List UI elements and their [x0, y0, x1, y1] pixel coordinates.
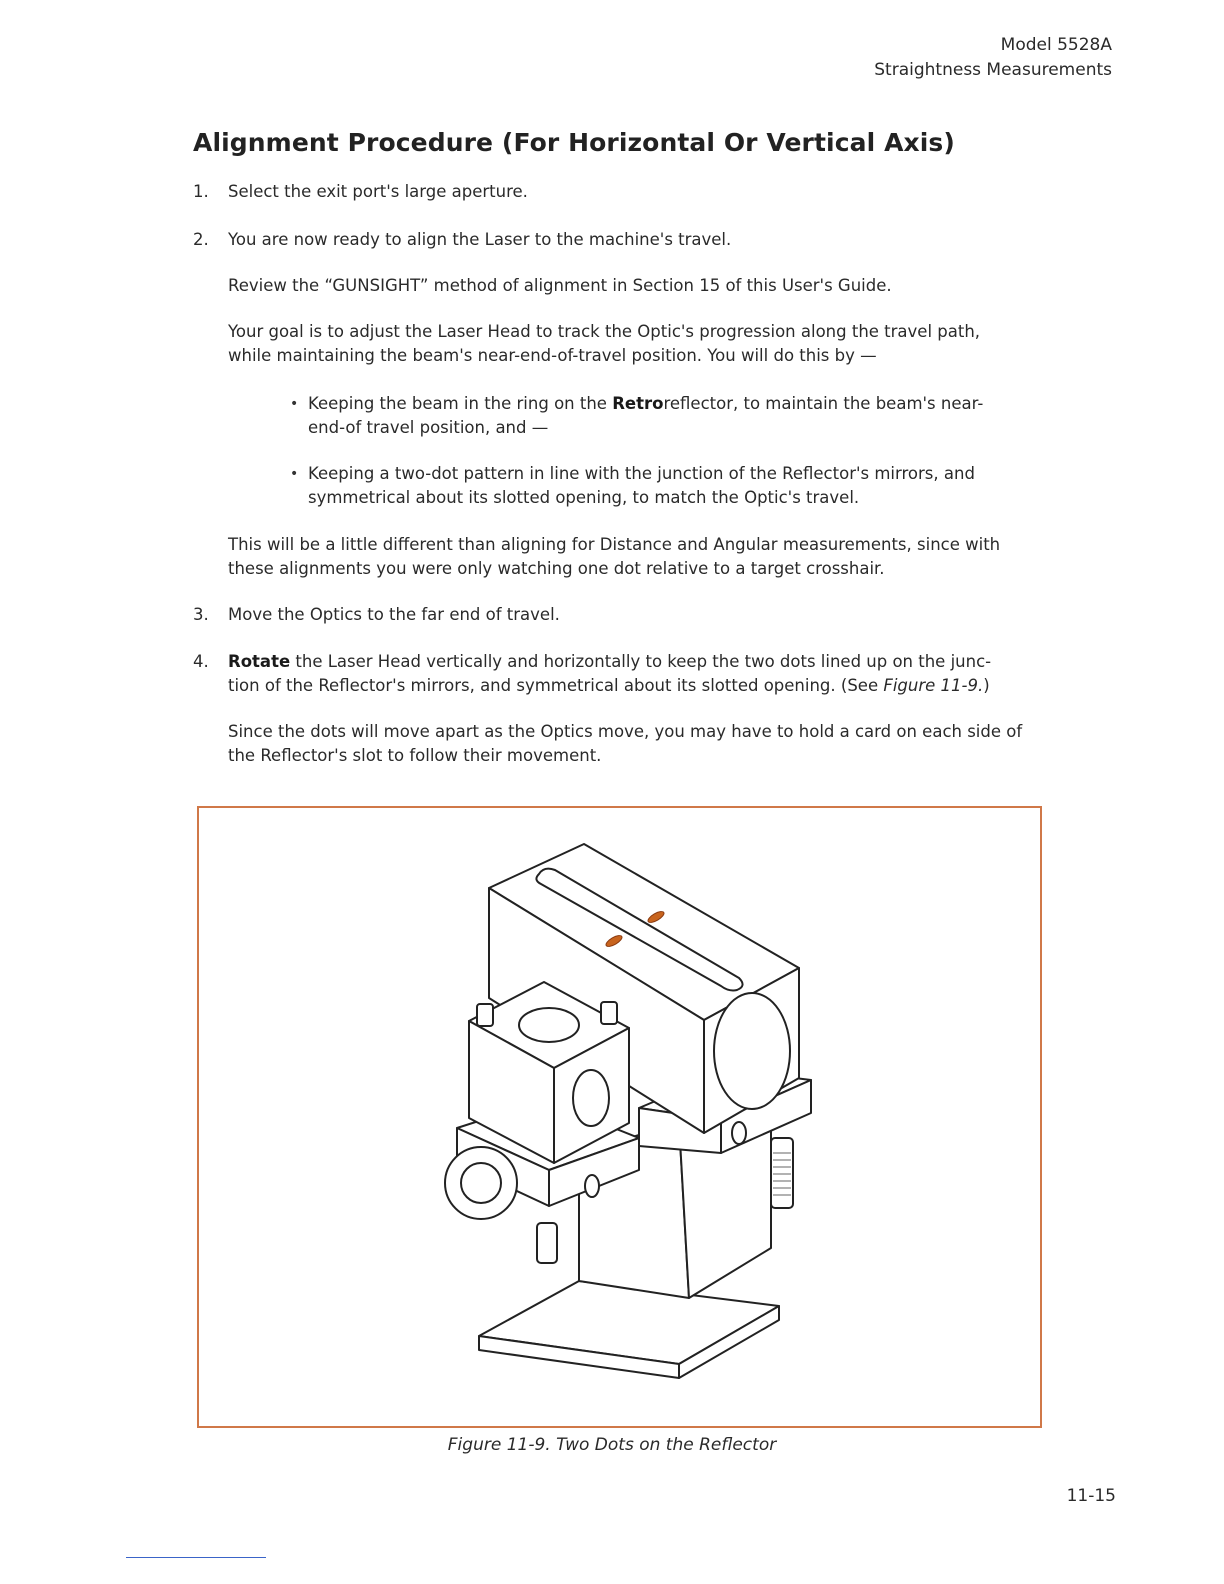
- reflector-aperture: [714, 993, 790, 1109]
- optic-cube-window: [573, 1070, 609, 1126]
- step-number-1: 1.: [193, 182, 209, 201]
- step-1-text: Select the exit port's large aperture.: [228, 182, 528, 201]
- step-4-line-2-pre: tion of the Reflector's mirrors, and symmetrical about its slotted opening. (See: [228, 676, 884, 695]
- footer-line: [126, 1557, 266, 1558]
- bullet-1-line-2: end-of travel position, and —: [308, 418, 549, 437]
- bullet-2-line-1: Keeping a two-dot pattern in line with the junction of the Reflector's mirrors, and: [308, 464, 975, 483]
- step-3-text: Move the Optics to the far end of travel.: [228, 605, 560, 624]
- goal-line-1: Your goal is to adjust the Laser Head to track the Optic's progression along the travel path,: [228, 322, 981, 341]
- cube-screw-right: [601, 1002, 617, 1024]
- goal-line-2: while maintaining the beam's near-end-of-travel position. You will do this by —: [228, 346, 877, 365]
- page-header: [874, 33, 1112, 83]
- page-title: Alignment Procedure (For Horizontal Or Vertical Axis): [193, 128, 955, 157]
- step-number-4: 4.: [193, 652, 209, 671]
- bullet-2-line-2: symmetrical about its slotted opening, to match the Optic's travel.: [308, 488, 860, 507]
- difference-line-2: these alignments you were only watching one dot relative to a target crosshair.: [228, 559, 885, 578]
- bullet-1-post: reflector, to maintain the beam's near-: [663, 394, 984, 413]
- step-4-line-2: [228, 674, 990, 698]
- right-stage-hole: [732, 1122, 746, 1144]
- bullet-1-bold: Retro: [612, 394, 664, 413]
- step-2-text: You are now ready to align the Laser to the machine's travel.: [228, 230, 732, 249]
- since-line-1: Since the dots will move apart as the Optics move, you may have to hold a card on each side of: [228, 722, 1023, 741]
- optic-cube-ring: [519, 1008, 579, 1042]
- adjustment-knob-inner: [461, 1163, 501, 1203]
- step-4-bold: Rotate: [228, 652, 291, 671]
- step-4-line-2-post: ): [983, 676, 990, 695]
- since-line-2: the Reflector's slot to follow their movement.: [228, 746, 602, 765]
- left-stage-hole: [585, 1175, 599, 1197]
- bullet-1-line-1: [308, 392, 983, 416]
- header-model: Model 5528A: [1000, 35, 1112, 55]
- figure-reference: Figure 11-9.: [883, 676, 984, 695]
- header-section: Straightness Measurements: [874, 60, 1112, 80]
- reflector-illustration: [199, 808, 1040, 1426]
- step-number-3: 3.: [193, 605, 209, 624]
- bullet-1-dot: •: [290, 396, 299, 412]
- micrometer-knob: [771, 1138, 793, 1208]
- difference-line-1: This will be a little different than aligning for Distance and Angular measurements, since with: [228, 535, 1001, 554]
- bullet-1-pre: Keeping the beam in the ring on the: [308, 394, 613, 413]
- page-number: 11-15: [1066, 1486, 1116, 1506]
- step-4-rest: the Laser Head vertically and horizontally to keep the two dots lined up on the junc-: [290, 652, 992, 671]
- step-4-line-1: [228, 650, 991, 674]
- bottom-knurled-screw: [537, 1223, 557, 1263]
- review-paragraph: Review the “GUNSIGHT” method of alignment in Section 15 of this User's Guide.: [228, 276, 892, 295]
- figure-caption: Figure 11-9. Two Dots on the Reflector: [447, 1435, 777, 1455]
- cube-screw-left: [477, 1004, 493, 1026]
- bullet-2-dot: •: [290, 466, 299, 482]
- figure-frame: [197, 806, 1042, 1428]
- step-number-2: 2.: [193, 230, 209, 249]
